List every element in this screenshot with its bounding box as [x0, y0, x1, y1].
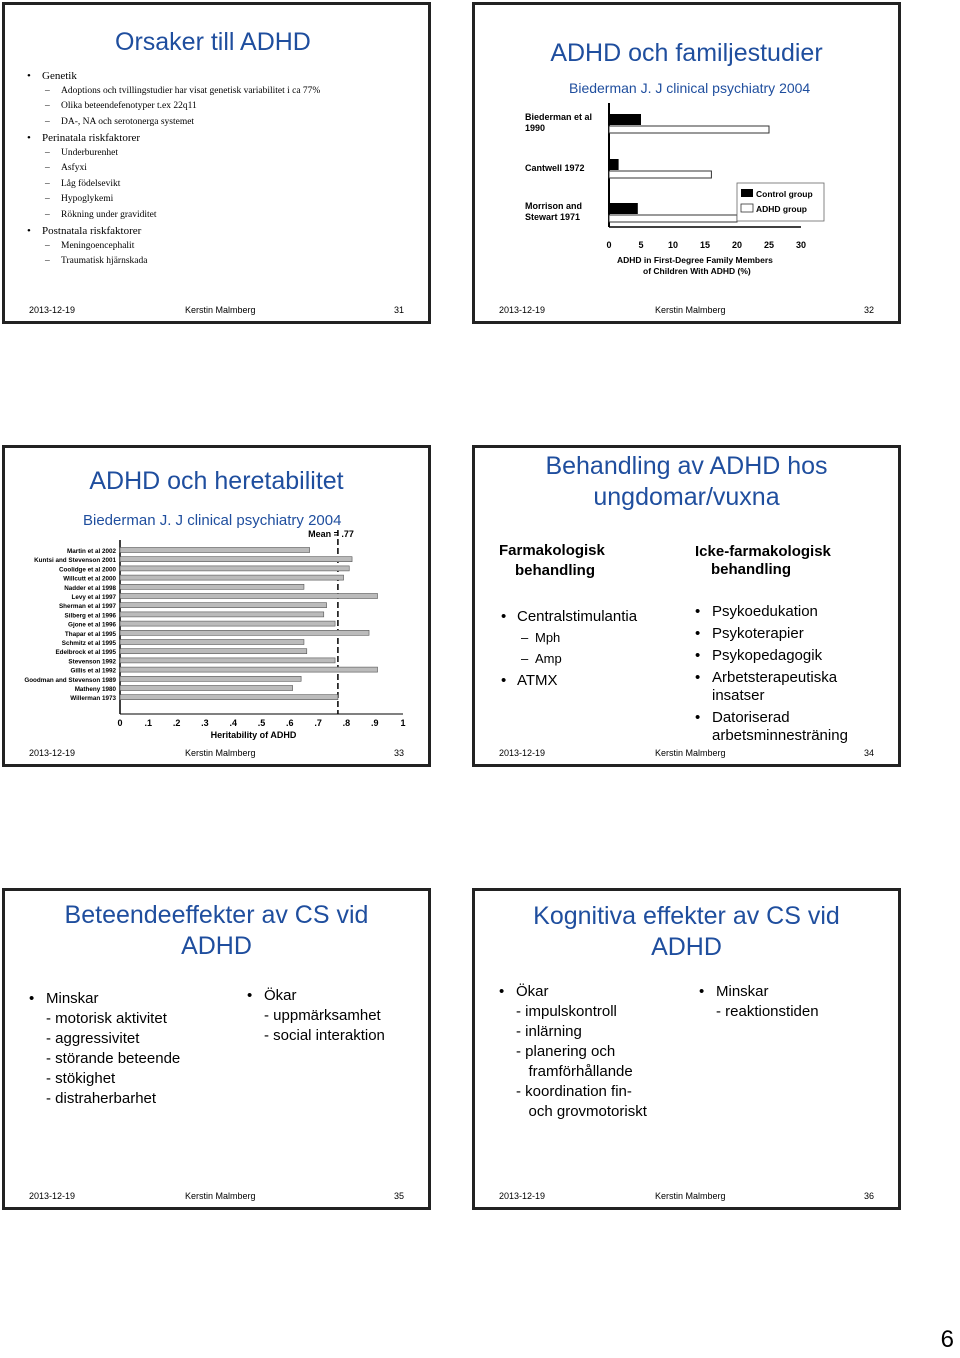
bar-adhd: [609, 171, 711, 178]
bar-adhd: [609, 126, 769, 133]
x-tick-label: .6: [286, 718, 294, 728]
slide-number: 31: [393, 305, 404, 315]
x-tick-label: .8: [342, 718, 351, 728]
bullet-icon: •: [27, 225, 31, 237]
list-item-text: Datoriserad arbetsminnesträning: [712, 709, 848, 744]
slide-32: [472, 2, 901, 324]
x-tick-label: .2: [172, 718, 181, 728]
heritability-chart: [22, 528, 412, 740]
slide-31: [2, 2, 431, 324]
list-line: - inlärning: [516, 1023, 582, 1040]
x-tick-label: 20: [731, 240, 743, 250]
footer-date: 2013-12-19: [29, 305, 76, 315]
bullet-icon: •: [695, 647, 701, 664]
bullet-icon: •: [501, 672, 507, 689]
bar: [120, 584, 304, 589]
category-label: Coolidge et al 2000: [58, 566, 116, 574]
footer-author: Kerstin Malmberg: [185, 305, 256, 315]
slide-title: [475, 451, 898, 513]
bar-control: [609, 203, 638, 214]
bar: [120, 667, 378, 672]
x-axis-label: Heritability of ADHD: [210, 730, 297, 740]
list-item: • Ökar: [499, 983, 549, 1000]
list-item-text: Olika beteendefenotyper t.ex 22q11: [61, 101, 197, 111]
bar: [120, 676, 301, 681]
list-item-text: Traumatisk hjärnskada: [61, 256, 148, 266]
slide-number: 34: [863, 748, 874, 758]
dash-icon: –: [45, 85, 50, 96]
left-column: [499, 982, 647, 1122]
list-line: och grovmotoriskt: [516, 1103, 647, 1120]
category-label: Biederman et al 1990: [525, 112, 593, 133]
footer-author: Kerstin Malmberg: [185, 748, 256, 758]
list-line: - störande beteende: [46, 1050, 181, 1067]
bar: [120, 649, 307, 654]
title-line-2: ADHD: [651, 933, 722, 961]
list-item: [27, 70, 77, 82]
bar: [120, 575, 344, 580]
title-line-1: Behandling av ADHD hos: [545, 452, 828, 480]
category-label: Levy et al 1997: [71, 594, 116, 601]
footer-author: Kerstin Malmberg: [185, 1191, 256, 1201]
bar: [120, 658, 335, 663]
footer-author: Kerstin Malmberg: [655, 305, 726, 315]
page-number: 6: [940, 1326, 954, 1353]
title-line-2: ungdomar/vuxna: [593, 483, 780, 511]
x-tick-label: 30: [795, 240, 807, 250]
bullet-icon: •: [501, 608, 507, 625]
x-tick-label: .3: [201, 718, 209, 728]
bar-control: [609, 114, 641, 125]
bar: [120, 594, 378, 599]
bullet-icon: •: [695, 625, 701, 642]
right-column: [247, 986, 385, 1046]
footer-date: 2013-12-19: [499, 305, 546, 315]
list-item: [695, 603, 885, 621]
category-label: Willcutt et al 2000: [63, 575, 116, 583]
category-label: Willerman 1973: [70, 695, 116, 703]
slide-title: [475, 901, 898, 963]
list-item-text: Meningoencephalit: [61, 240, 135, 251]
footer-date: 2013-12-19: [499, 1191, 546, 1201]
category-label: Kuntsi and Stevenson 2001: [34, 557, 116, 565]
list-line: - uppmärksamhet: [264, 1007, 381, 1024]
list-item: [45, 117, 194, 127]
bullet-icon: •: [695, 603, 701, 620]
list-item: [695, 647, 885, 665]
bar: [120, 557, 352, 562]
list-item-text: Postnatala riskfaktorer: [42, 225, 142, 237]
bar: [120, 695, 338, 700]
left-heading-line-2: behandling: [515, 562, 595, 579]
list-item-text: Asfyxi: [61, 163, 87, 173]
right-heading: Ökar: [264, 987, 297, 1004]
dash-icon: –: [45, 178, 50, 189]
footer-date: 2013-12-19: [29, 748, 76, 758]
slide-title: [5, 900, 428, 962]
bullet-icon: •: [27, 132, 31, 144]
legend-swatch-adhd: [741, 204, 753, 212]
category-label: Morrison and Stewart 1971: [525, 201, 583, 222]
list-item: [45, 210, 157, 220]
legend-swatch-control: [741, 189, 753, 197]
bar: [120, 630, 369, 635]
list-line: framförhållande: [516, 1063, 633, 1080]
list-item: [45, 194, 113, 204]
footer-date: 2013-12-19: [29, 1191, 76, 1201]
list-item: [45, 163, 87, 173]
dash-icon: –: [45, 194, 50, 204]
list-line: - aggressivitet: [46, 1030, 140, 1047]
category-label: Matheny 1980: [74, 686, 116, 693]
slide-number: 33: [393, 748, 404, 758]
bar-adhd: [609, 215, 737, 222]
x-tick-label: 0: [117, 718, 123, 728]
x-axis-label: ADHD in First-Degree Family Members of Children With ADHD (%): [617, 255, 773, 276]
category-label: Silberg et al 1996: [64, 612, 116, 620]
dash-icon: –: [45, 240, 50, 251]
right-heading-line-1: Icke-farmakologisk: [695, 543, 831, 560]
list-line: - social interaktion: [264, 1027, 385, 1044]
bar: [120, 548, 310, 553]
left-heading: Minskar: [46, 990, 99, 1007]
slide-subtitle: Biederman J. J clinical psychiatry 2004: [569, 80, 811, 96]
right-items: [695, 603, 885, 749]
list-item-text: Mph: [535, 630, 561, 645]
left-heading-line-1: Farmakologisk: [499, 542, 605, 559]
list-item: [45, 148, 118, 158]
slide-36: [472, 888, 901, 1210]
list-line: - impulskontroll: [516, 1003, 617, 1020]
category-label: Stevenson 1992: [68, 658, 116, 666]
slide-title: ADHD och heretabilitet: [89, 467, 344, 495]
category-label: Cantwell 1972: [525, 163, 585, 173]
right-heading: [695, 543, 831, 579]
bullet-icon: •: [695, 709, 701, 726]
bar: [120, 621, 335, 626]
list-item-text: Låg födelsevikt: [61, 178, 121, 189]
bullet-icon: •: [27, 70, 31, 82]
list-item-text: Underburenhet: [61, 147, 118, 158]
bar: [120, 603, 327, 608]
slide-number: 32: [863, 305, 874, 315]
list-item-text: Arbetsterapeutiska insatser: [712, 669, 838, 704]
category-label: Sherman et al 1997: [58, 603, 116, 611]
list-item-text: DA-, NA och serotonerga systemet: [61, 116, 195, 127]
x-tick-label: 25: [763, 240, 775, 250]
footer-author: Kerstin Malmberg: [655, 1191, 726, 1201]
list-item-text: Amp: [535, 651, 562, 666]
left-heading: [499, 541, 605, 581]
list-item: [695, 709, 885, 745]
list-item: [695, 669, 885, 705]
footer-date: 2013-12-19: [499, 748, 546, 758]
bar: [120, 640, 304, 645]
left-heading: Ökar: [516, 983, 549, 1000]
list-line: - reaktionstiden: [716, 1003, 819, 1020]
footer-author: Kerstin Malmberg: [655, 748, 726, 758]
x-tick-label: 1: [400, 718, 406, 728]
family-study-chart: [521, 103, 881, 283]
title-line-1: Beteendeeffekter av CS vid: [64, 901, 369, 929]
list-item: [695, 625, 885, 643]
dash-icon: –: [521, 651, 529, 666]
list-item-text: Hypoglykemi: [61, 194, 114, 204]
bar: [120, 686, 293, 691]
list-item: [521, 630, 560, 645]
list-item-text: Rökning under graviditet: [61, 209, 157, 220]
list-item: • Minskar: [699, 983, 769, 1000]
x-tick-label: .7: [314, 718, 322, 728]
dash-icon: –: [45, 209, 50, 220]
x-tick-label: .4: [229, 718, 237, 728]
bullet-icon: •: [695, 669, 701, 686]
list-item: [45, 86, 320, 96]
list-item: • Minskar: [29, 990, 99, 1007]
bar-control: [609, 159, 619, 170]
slide-33: [2, 445, 431, 767]
right-heading-line-2: behandling: [711, 561, 791, 578]
bar: [120, 612, 324, 617]
list-item: • Ökar: [247, 987, 297, 1004]
title-line-2: ADHD: [181, 932, 252, 960]
list-item-text: Genetik: [42, 70, 77, 82]
slide-number: 35: [393, 1191, 404, 1201]
slide-title: Orsaker till ADHD: [115, 28, 311, 56]
x-tick-label: .9: [370, 718, 379, 728]
x-tick-label: .5: [257, 718, 266, 728]
list-item: [27, 225, 141, 237]
dash-icon: –: [45, 147, 50, 158]
category-label: Nadder et al 1998: [64, 584, 116, 592]
dash-icon: –: [45, 163, 50, 173]
list-item: [27, 132, 140, 144]
list-item-text: Psykoedukation: [712, 603, 818, 620]
dash-icon: –: [45, 256, 50, 266]
right-heading: Minskar: [716, 983, 769, 1000]
x-tick-label: 5: [638, 240, 644, 250]
category-label: Schmitz et al 1995: [61, 640, 116, 647]
list-item-text: Perinatala riskfaktorer: [42, 132, 141, 144]
left-column: [29, 989, 180, 1109]
right-lines: [699, 1002, 819, 1022]
list-item: [45, 241, 134, 251]
legend-label: Control group: [756, 189, 813, 199]
legend-label: ADHD group: [756, 204, 807, 214]
list-line: - motorisk aktivitet: [46, 1010, 167, 1027]
list-item-text: Adoptions och tvillingstudier har visat genetisk variabilitet i ca 77%: [61, 85, 321, 96]
category-label: Thapar et al 1995: [64, 630, 116, 638]
dash-icon: –: [45, 101, 50, 111]
dash-icon: –: [521, 630, 529, 645]
list-item: [501, 608, 637, 625]
x-tick-label: 10: [667, 240, 679, 250]
slide-number: 36: [863, 1191, 874, 1201]
list-item-text: Psykoterapier: [712, 625, 804, 642]
category-label: Gillis et al 1992: [70, 667, 116, 675]
x-tick-label: .1: [144, 718, 153, 728]
list-line: - stökighet: [46, 1070, 116, 1087]
category-label: Martin et al 2002: [67, 548, 116, 555]
category-label: Edelbrock et al 1995: [55, 649, 116, 657]
x-tick-label: 0: [606, 240, 612, 250]
list-item: [45, 256, 147, 266]
title-line-1: Kognitiva effekter av CS vid: [533, 902, 840, 930]
left-lines: [29, 1009, 180, 1109]
list-item: [521, 651, 562, 666]
right-lines: [247, 1006, 385, 1046]
list-item-text: ATMX: [517, 672, 558, 689]
list-line: - distraherbarhet: [46, 1090, 157, 1107]
x-tick-label: 15: [699, 240, 711, 250]
category-label: Goodman and Stevenson 1989: [24, 676, 116, 684]
mean-annotation: Mean = .77: [308, 529, 354, 539]
right-column: [699, 982, 819, 1022]
left-lines: [499, 1002, 647, 1122]
slide-35: [2, 888, 431, 1210]
list-item-text: Psykopedagogik: [712, 647, 823, 664]
list-item-text: Centralstimulantia: [517, 608, 638, 625]
list-line: - planering och: [516, 1043, 616, 1060]
category-label: Gjone et al 1996: [68, 621, 116, 629]
list-item: [45, 101, 197, 111]
slide-34: [472, 445, 901, 767]
list-item: [45, 179, 120, 189]
bar: [120, 566, 349, 571]
list-line: - koordination fin-: [516, 1083, 632, 1100]
slide-title: ADHD och familjestudier: [550, 39, 823, 67]
slide-subtitle: Biederman J. J clinical psychiatry 2004: [83, 512, 342, 529]
list-item: [501, 672, 558, 689]
dash-icon: –: [45, 116, 50, 127]
